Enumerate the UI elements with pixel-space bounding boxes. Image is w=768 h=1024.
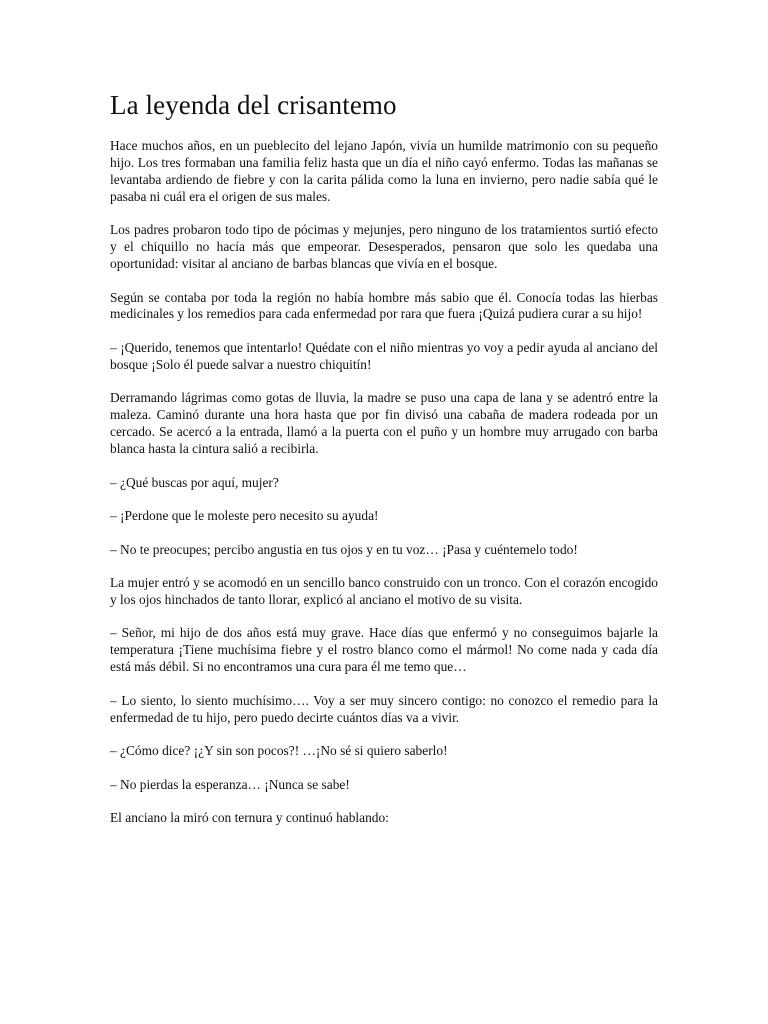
paragraph-12: – ¿Cómo dice? ¡¿Y sin son pocos?! …¡No sé si quiero saberlo! [110,743,448,759]
paragraph-1: Hace muchos años, en un pueblecito del lejano Japón, vivía un humilde matrimonio con su pequeño hijo. Los tres formaban una familia feliz hasta que un día el niño cayó enfermo. Todas las mañanas se levantaba ardiendo de fiebre y con la carita pálida como la luna en invierno, pero nadie sabía qué le pasaba ni cuál era el origen de sus males. [110,138,658,204]
paragraph-8: – No te preocupes; percibo angustia en tus ojos y en tu voz… ¡Pasa y cuéntemelo todo! [110,541,578,557]
paragraph-2: Los padres probaron todo tipo de pócimas y mejunjes, pero ninguno de los tratamientos surtió efecto y el chiquillo no hacía más que empeorar. Desesperados, pensaron que solo les quedaba una oportunidad: visitar al anciano de barbas blancas que vivía en el bosque. [110,222,658,272]
paragraph-3: Según se contaba por toda la región no había hombre más sabio que él. Conocía todas las hierbas medicinales y los remedios para cada enfermedad por rara que fuera ¡Quizá pudiera curar a su hijo! [110,289,658,322]
paragraph-10: – Señor, mi hijo de dos años está muy grave. Hace días que enfermó y no conseguimos bajarle la temperatura ¡Tiene muchísima fiebre y el rostro blanco como el mármol! No come nada y cada día está más débil. Si no encontramos una cura para él me temo que… [110,625,658,675]
paragraph-7: – ¡Perdone que le moleste pero necesito su ayuda! [110,508,379,524]
paragraph-4: – ¡Querido, tenemos que intentarlo! Quédate con el niño mientras yo voy a pedir ayuda al anciano del bosque ¡Solo él puede salvar a nuestro chiquitín! [110,339,658,372]
paragraph-14: El anciano la miró con ternura y continuó hablando: [110,810,389,826]
paragraph-5: Derramando lágrimas como gotas de lluvia, la madre se puso una capa de lana y se adentró entre la maleza. Caminó durante una hora hasta que por fin divisó una cabaña de madera rodeada por un cercado. Se acercó a la entrada, llamó a la puerta con el puño y un hombre muy arrugado con barba blanca hasta la cintura salió a recibirla. [110,390,658,457]
paragraph-9: La mujer entró y se acomodó en un sencillo banco construido con un tronco. Con el corazón encogido y los ojos hinchados de tanto llorar, explicó al anciano el motivo de su visita. [110,575,658,607]
document-page [110,88,658,827]
paragraph-11: – Lo siento, lo siento muchísimo…. Voy a ser muy sincero contigo: no conozco el remedio para la enfermedad de tu hijo, pero puedo decirte cuántos días va a vivir. [110,692,658,725]
paragraph-6: – ¿Qué buscas por aquí, mujer? [110,474,279,490]
paragraph-13: – No pierdas la esperanza… ¡Nunca se sabe! [110,776,350,792]
document-title: La leyenda del crisantemo [110,90,397,120]
